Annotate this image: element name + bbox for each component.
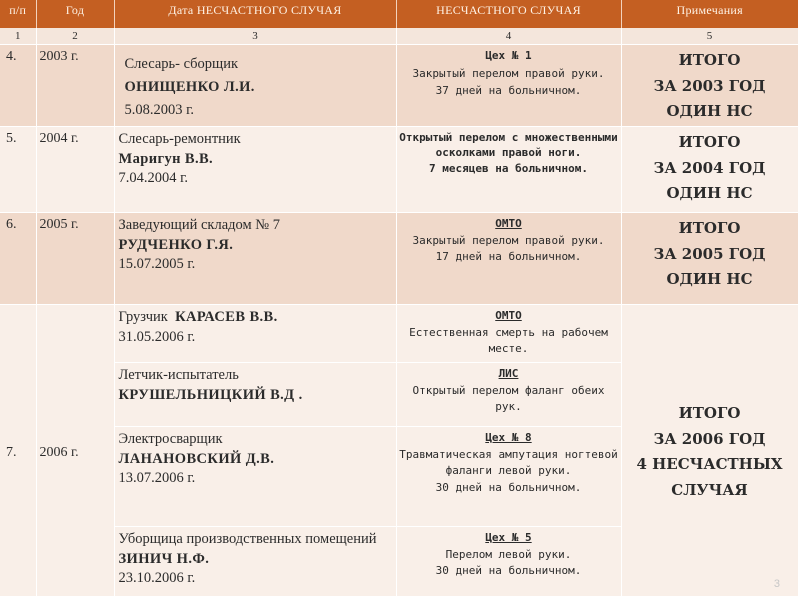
victim-role: Электросварщик <box>118 431 223 447</box>
note-cell <box>621 127 798 213</box>
note-line: ЗА 2006 ГОД <box>653 429 766 448</box>
department: Цех № 1 <box>485 49 532 62</box>
table-row <box>0 45 798 127</box>
column-number: 5 <box>621 28 798 45</box>
note-line: ЗА 2005 ГОД <box>653 244 766 263</box>
table-row <box>0 127 798 213</box>
note-line: 4 НЕСЧАСТНЫХ <box>636 455 783 473</box>
row-number: 6. <box>0 213 36 305</box>
table-row <box>0 213 798 305</box>
row-year: 2004 г. <box>36 127 114 213</box>
row-number: 5. <box>0 127 36 213</box>
injury-description: Открытый перелом с множественными осколками правой ноги. <box>399 131 618 160</box>
row-year: 2005 г. <box>36 213 114 305</box>
injury-description: Закрытый перелом правой руки. <box>412 233 605 247</box>
victim-name: КРУШЕЛЬНИЦКИЙ В.Д . <box>118 386 303 403</box>
table-header-row <box>0 0 798 28</box>
department: ОМТО <box>495 217 522 230</box>
note-line: ИТОГО <box>678 51 741 69</box>
note-line: ИТОГО <box>678 133 741 151</box>
department: ЛИС <box>498 367 519 380</box>
victim-name: ЗИНИЧ Н.Ф. <box>118 550 210 567</box>
accident-date: 7.04.2004 г. <box>118 170 189 187</box>
department: Цех № 5 <box>485 531 532 544</box>
department: ОМТО <box>495 309 522 322</box>
victim-role: Грузчик <box>118 309 168 325</box>
victim-role: Слесарь- сборщик <box>124 56 239 72</box>
sick-leave: 37 дней на больничном. <box>435 84 582 98</box>
note-line: ЗА 2004 ГОД <box>653 158 766 177</box>
accident-cell <box>396 213 621 305</box>
note-cell <box>621 213 798 305</box>
victim-name: КАРАСЕВ В.В. <box>175 309 278 325</box>
sick-leave: 30 дней на больничном. <box>435 480 582 494</box>
table-row <box>0 305 798 363</box>
victim-cell <box>114 363 396 427</box>
accident-date: 23.10.2006 г. <box>118 570 196 587</box>
header-number: п/п <box>0 0 36 28</box>
column-number: 3 <box>114 28 396 45</box>
header-date: Дата НЕСЧАСТНОГО СЛУЧАЯ <box>114 0 396 28</box>
injury-description: Перелом левой руки. <box>445 547 572 561</box>
column-number: 1 <box>0 28 36 45</box>
sick-leave: 17 дней на больничном. <box>435 250 582 263</box>
page-number: 3 <box>773 578 780 590</box>
accident-cell <box>396 427 621 527</box>
victim-cell <box>114 213 396 305</box>
row-year: 2006 г. <box>36 305 114 597</box>
note-line: ОДИН НС <box>666 102 753 120</box>
note-cell <box>621 305 798 597</box>
injury-description: Закрытый перелом правой руки. <box>412 66 605 80</box>
row-number: 4. <box>0 45 36 127</box>
note-line: СЛУЧАЯ <box>671 480 748 499</box>
victim-role: Заведующий складом № 7 <box>118 217 280 233</box>
victim-cell <box>114 527 396 597</box>
column-number: 2 <box>36 28 114 45</box>
accident-cell <box>396 527 621 597</box>
accident-cell <box>396 305 621 363</box>
header-accident: НЕСЧАСТНОГО СЛУЧАЯ <box>396 0 621 28</box>
accident-cell <box>396 363 621 427</box>
department: Цех № 8 <box>485 431 532 444</box>
note-cell <box>621 45 798 127</box>
victim-role: Уборщица производственных помещений <box>118 531 377 547</box>
sick-leave: 7 месяцев на больничном. <box>429 161 588 175</box>
victim-name: Маригун В.В. <box>118 150 214 167</box>
note-line: ОДИН НС <box>666 270 753 288</box>
victim-cell <box>114 127 396 213</box>
accident-date: 31.05.2006 г. <box>118 328 196 345</box>
note-line: ОДИН НС <box>666 184 753 202</box>
row-number: 7. <box>0 305 36 597</box>
column-numbers-row <box>0 28 798 45</box>
accident-cell <box>396 127 621 213</box>
accident-date: 15.07.2005 г. <box>118 256 196 273</box>
injury-description: Травматическая ампутация ногтевой фаланги левой руки. <box>399 447 618 477</box>
victim-cell <box>114 427 396 527</box>
victim-role: Слесарь-ремонтник <box>118 131 241 147</box>
victim-name: ОНИЩЕНКО Л.И. <box>124 79 255 96</box>
header-year: Год <box>36 0 114 28</box>
sick-leave: 30 дней на больничном. <box>435 564 582 577</box>
note-line: ИТОГО <box>678 404 741 422</box>
column-number: 4 <box>396 28 621 45</box>
note-line: ЗА 2003 ГОД <box>653 76 766 95</box>
row-year: 2003 г. <box>36 45 114 127</box>
victim-cell <box>114 45 396 127</box>
injury-description: Естественная смерть на рабочем месте. <box>409 325 608 355</box>
victim-name: ЛАНАНОВСКИЙ Д.В. <box>118 450 275 467</box>
victim-cell <box>114 305 396 363</box>
accident-date: 13.07.2006 г. <box>118 470 196 487</box>
victim-name: РУДЧЕНКО Г.Я. <box>118 236 234 253</box>
header-notes: Примечания <box>621 0 798 28</box>
note-line: ИТОГО <box>678 219 741 237</box>
accident-date: 5.08.2003 г. <box>124 102 195 119</box>
injury-description: Открытый перелом фаланг обеих рук. <box>412 383 605 413</box>
accident-cell <box>396 45 621 127</box>
victim-role: Летчик-испытатель <box>118 367 239 383</box>
